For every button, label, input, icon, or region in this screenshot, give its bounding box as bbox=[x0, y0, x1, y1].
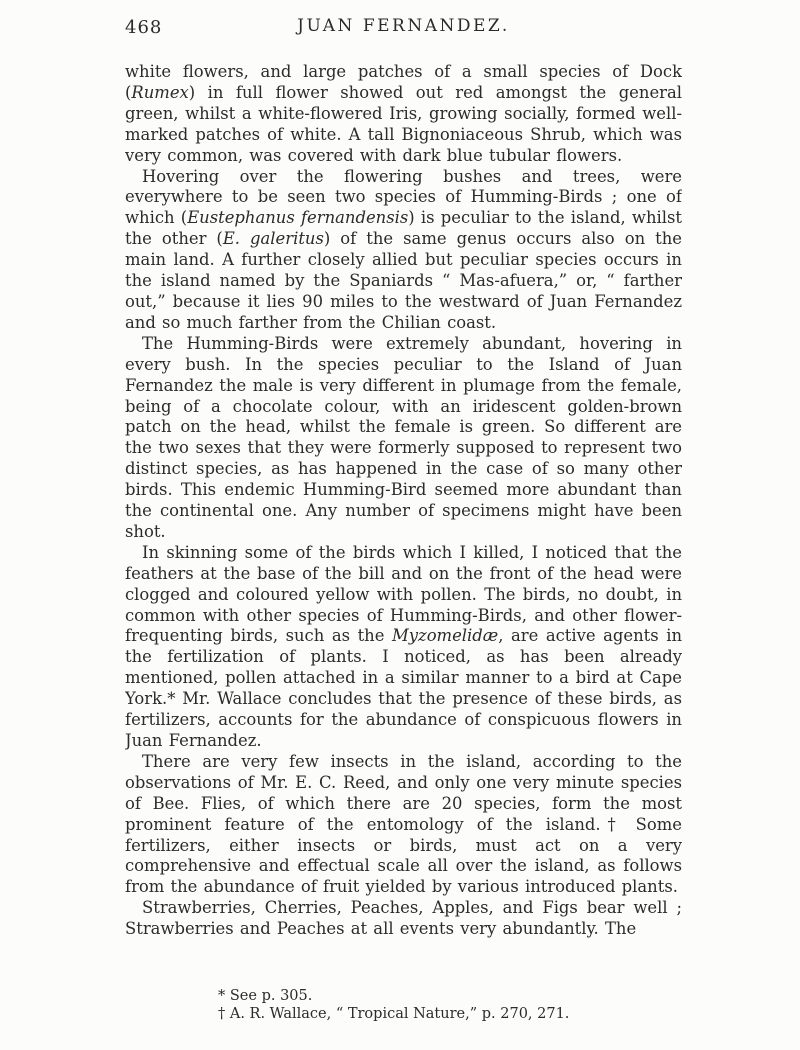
text-segment: white flowers, and large patches of a small species of Dock ( bbox=[125, 62, 682, 102]
footnote bbox=[218, 988, 569, 1006]
paragraph bbox=[125, 898, 682, 940]
text-segment: Strawberries, Cherries, Peaches, Apples, and Figs bear well ; Strawberries and Peaches at all events very abundantly. The bbox=[125, 898, 682, 939]
text-segment: Hovering over the flowering bushes and trees, were everywhere to be seen two species of Humming-Birds ; one of which ( bbox=[125, 166, 682, 228]
text-segment: There are very few insects in the island, according to the observations of Mr. E. C. Reed, and only one very minute species of Bee. Flies, of which there are 20 species, form the most prominent feature of the entomology of the island.† Some fertilizers, either insects or birds, must act on a very comprehensive and effectual scale all over the island, as follows from the abundance of fruit yielded by various introduced plants. bbox=[125, 751, 682, 897]
paragraph bbox=[125, 334, 682, 543]
paragraph bbox=[125, 167, 682, 334]
text-segment: , are active agents in the fertilization of plants. I noticed, as has been already mentioned, pollen attached in a similar manner to a bird at Cape York.* Mr. Wallace concludes that the presence of these birds, as fertilizers, accounts for the abundance of conspicuous flowers in Juan Fernandez. bbox=[125, 626, 682, 750]
footnote bbox=[218, 1006, 569, 1024]
italic-text: Myzomelidæ bbox=[392, 626, 499, 646]
text-segment: ) of the same genus occurs also on the main land. A further closely allied but peculiar species occurs in the island named by the Spaniards “ Mas-afuera,” or, “ farther out,” because it lies 90 miles to the westward of Juan Fernandez and so much farther from the Chilian coast. bbox=[125, 229, 682, 332]
text-segment: † A. R. Wallace, “ Tropical Nature,” p. 270, 271. bbox=[218, 1005, 570, 1022]
footnotes bbox=[218, 988, 569, 1023]
page-header bbox=[125, 16, 682, 42]
running-title: JUAN FERNANDEZ. bbox=[297, 16, 510, 36]
paragraph bbox=[125, 62, 682, 167]
text-segment: ) in full flower showed out red amongst the general green, whilst a white-flowered Iris, growing socially, formed well-marked patches of white. A tall Bignoniaceous Shrub, which was very common, was covered with dark blue tubular flowers. bbox=[125, 82, 682, 165]
text-segment: * See p. 305. bbox=[218, 988, 313, 1004]
page-number: 468 bbox=[125, 17, 163, 38]
text-segment: In skinning some of the birds which I killed, I noticed that the feathers at the base of the bill and on the front of the head were clogged and coloured yellow with pollen. The birds, no doubt, in common with other species of Humming-Birds, and other flower-frequenting birds, such as the bbox=[125, 542, 682, 646]
italic-text: E. galeritus bbox=[222, 229, 324, 249]
text-segment: The Humming-Birds were extremely abundant, hovering in every bush. In the species peculiar to the Island of Juan Fernandez the male is very different in plumage from the female, being of a chocolate colour, with an iridescent golden-brown patch on the head, whilst the female is green. So different are the two sexes that they were formerly supposed to represent two distinct species, as has happened in the case of so many other birds. This endemic Humming-Bird seemed more abundant than the continental one. Any number of specimens might have been shot. bbox=[125, 333, 682, 541]
italic-text: Eustephanus fernandensis bbox=[187, 208, 409, 228]
paragraph bbox=[125, 752, 682, 898]
paragraph bbox=[125, 543, 682, 752]
italic-text: Rumex bbox=[131, 82, 189, 102]
text-segment: ) is peculiar to the island, whilst the other ( bbox=[125, 208, 682, 249]
page-body bbox=[125, 62, 682, 940]
